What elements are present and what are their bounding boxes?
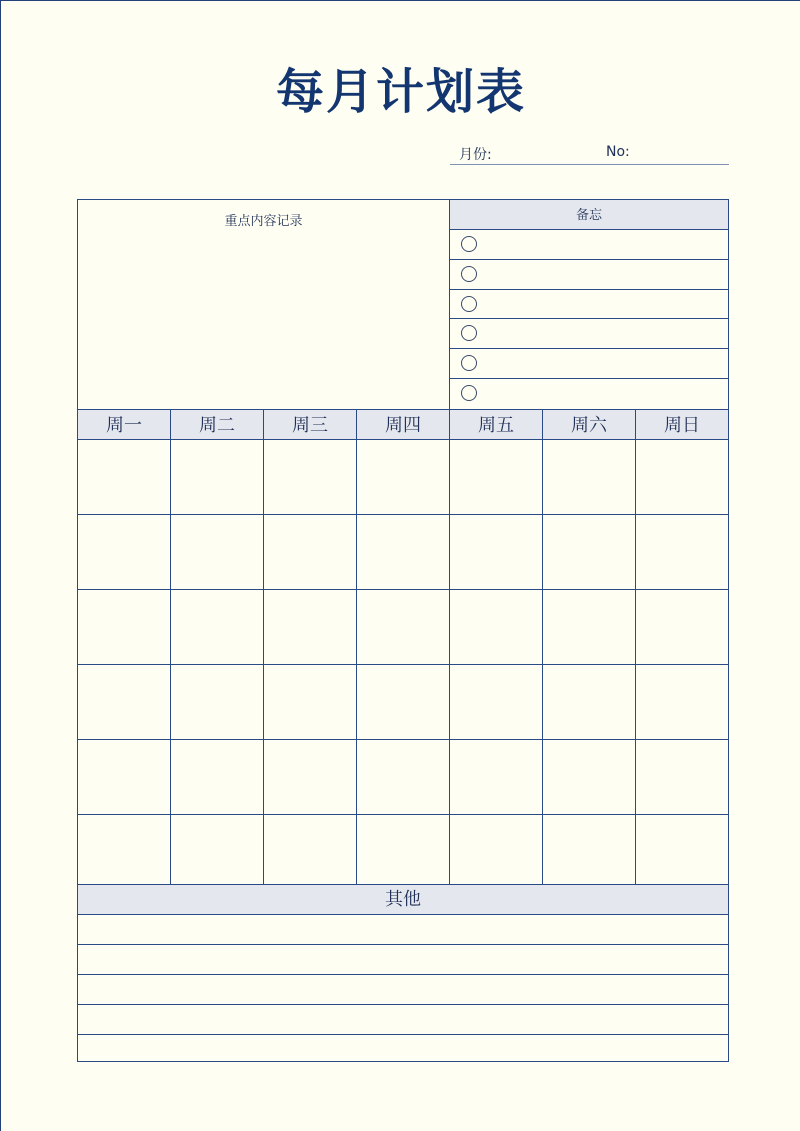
number-label: No:: [606, 144, 630, 160]
day-cell[interactable]: [450, 815, 543, 889]
day-cell[interactable]: [450, 590, 543, 664]
week-row: [78, 740, 728, 815]
day-cell[interactable]: [264, 815, 357, 889]
weekday-label: 周日: [664, 415, 700, 436]
key-notes-label: 重点内容记录: [224, 214, 303, 229]
week-row: [78, 815, 728, 889]
circle-checkbox-icon[interactable]: [461, 266, 477, 282]
day-cell[interactable]: [357, 590, 450, 664]
day-cell[interactable]: [171, 440, 264, 514]
memo-panel: [450, 200, 728, 409]
weekday-label: 周二: [171, 410, 264, 439]
other-line[interactable]: [78, 1035, 728, 1064]
weekday-label: 周三: [264, 410, 357, 439]
day-cell[interactable]: [636, 740, 728, 814]
day-cell[interactable]: [78, 665, 171, 739]
day-cell[interactable]: [357, 740, 450, 814]
day-cell[interactable]: [264, 440, 357, 514]
day-cell[interactable]: [636, 440, 728, 514]
day-cell[interactable]: [450, 740, 543, 814]
memo-header: 备忘: [450, 200, 728, 230]
memo-item[interactable]: [450, 349, 728, 379]
day-cell[interactable]: [171, 740, 264, 814]
week-row: [78, 665, 728, 740]
circle-checkbox-icon[interactable]: [461, 355, 477, 371]
day-cell[interactable]: [543, 665, 636, 739]
day-cell[interactable]: [450, 440, 543, 514]
other-header: 其他: [78, 885, 728, 915]
page-title: 每月计划表: [275, 64, 526, 120]
other-line[interactable]: [78, 915, 728, 945]
day-cell[interactable]: [78, 440, 171, 514]
other-line[interactable]: [78, 945, 728, 975]
day-cell[interactable]: [171, 665, 264, 739]
day-cell[interactable]: [357, 665, 450, 739]
day-cell[interactable]: [357, 440, 450, 514]
week-row: [78, 515, 728, 590]
day-cell[interactable]: [636, 815, 728, 889]
day-cell[interactable]: [450, 515, 543, 589]
memo-item[interactable]: [450, 379, 728, 409]
day-cell[interactable]: [543, 815, 636, 889]
day-cell[interactable]: [543, 740, 636, 814]
day-cell[interactable]: [264, 665, 357, 739]
weekday-label: 周六: [543, 410, 636, 439]
key-notes-area[interactable]: [78, 200, 450, 409]
day-cell[interactable]: [264, 515, 357, 589]
day-cell[interactable]: [543, 590, 636, 664]
day-cell[interactable]: [264, 590, 357, 664]
other-section: [78, 884, 728, 1062]
weekly-grid: [78, 409, 728, 886]
day-cell[interactable]: [543, 515, 636, 589]
weekday-label: 周四: [357, 410, 450, 439]
circle-checkbox-icon[interactable]: [461, 236, 477, 252]
circle-checkbox-icon[interactable]: [461, 296, 477, 312]
day-cell[interactable]: [78, 740, 171, 814]
day-cell[interactable]: [171, 590, 264, 664]
week-row: [78, 590, 728, 665]
memo-item[interactable]: [450, 290, 728, 320]
day-cell[interactable]: [636, 665, 728, 739]
day-cell[interactable]: [264, 740, 357, 814]
day-cell[interactable]: [78, 815, 171, 889]
weekday-label: 周五: [450, 410, 543, 439]
day-cell[interactable]: [78, 515, 171, 589]
memo-item[interactable]: [450, 319, 728, 349]
weekday-header: [78, 410, 728, 440]
day-cell[interactable]: [636, 590, 728, 664]
day-cell[interactable]: [78, 590, 171, 664]
day-cell[interactable]: [171, 815, 264, 889]
month-label: 月份:: [459, 147, 492, 163]
day-cell[interactable]: [543, 440, 636, 514]
week-row: [78, 440, 728, 515]
day-cell[interactable]: [450, 665, 543, 739]
day-cell[interactable]: [171, 515, 264, 589]
day-cell[interactable]: [357, 515, 450, 589]
memo-item[interactable]: [450, 230, 728, 260]
planner-sheet: [77, 199, 729, 1062]
day-cell[interactable]: [357, 815, 450, 889]
meta-line: [450, 142, 729, 165]
day-cell[interactable]: [636, 515, 728, 589]
memo-item[interactable]: [450, 260, 728, 290]
circle-checkbox-icon[interactable]: [461, 385, 477, 401]
circle-checkbox-icon[interactable]: [461, 325, 477, 341]
weekday-label: 周一: [78, 410, 171, 439]
other-line[interactable]: [78, 1005, 728, 1035]
other-line[interactable]: [78, 975, 728, 1005]
